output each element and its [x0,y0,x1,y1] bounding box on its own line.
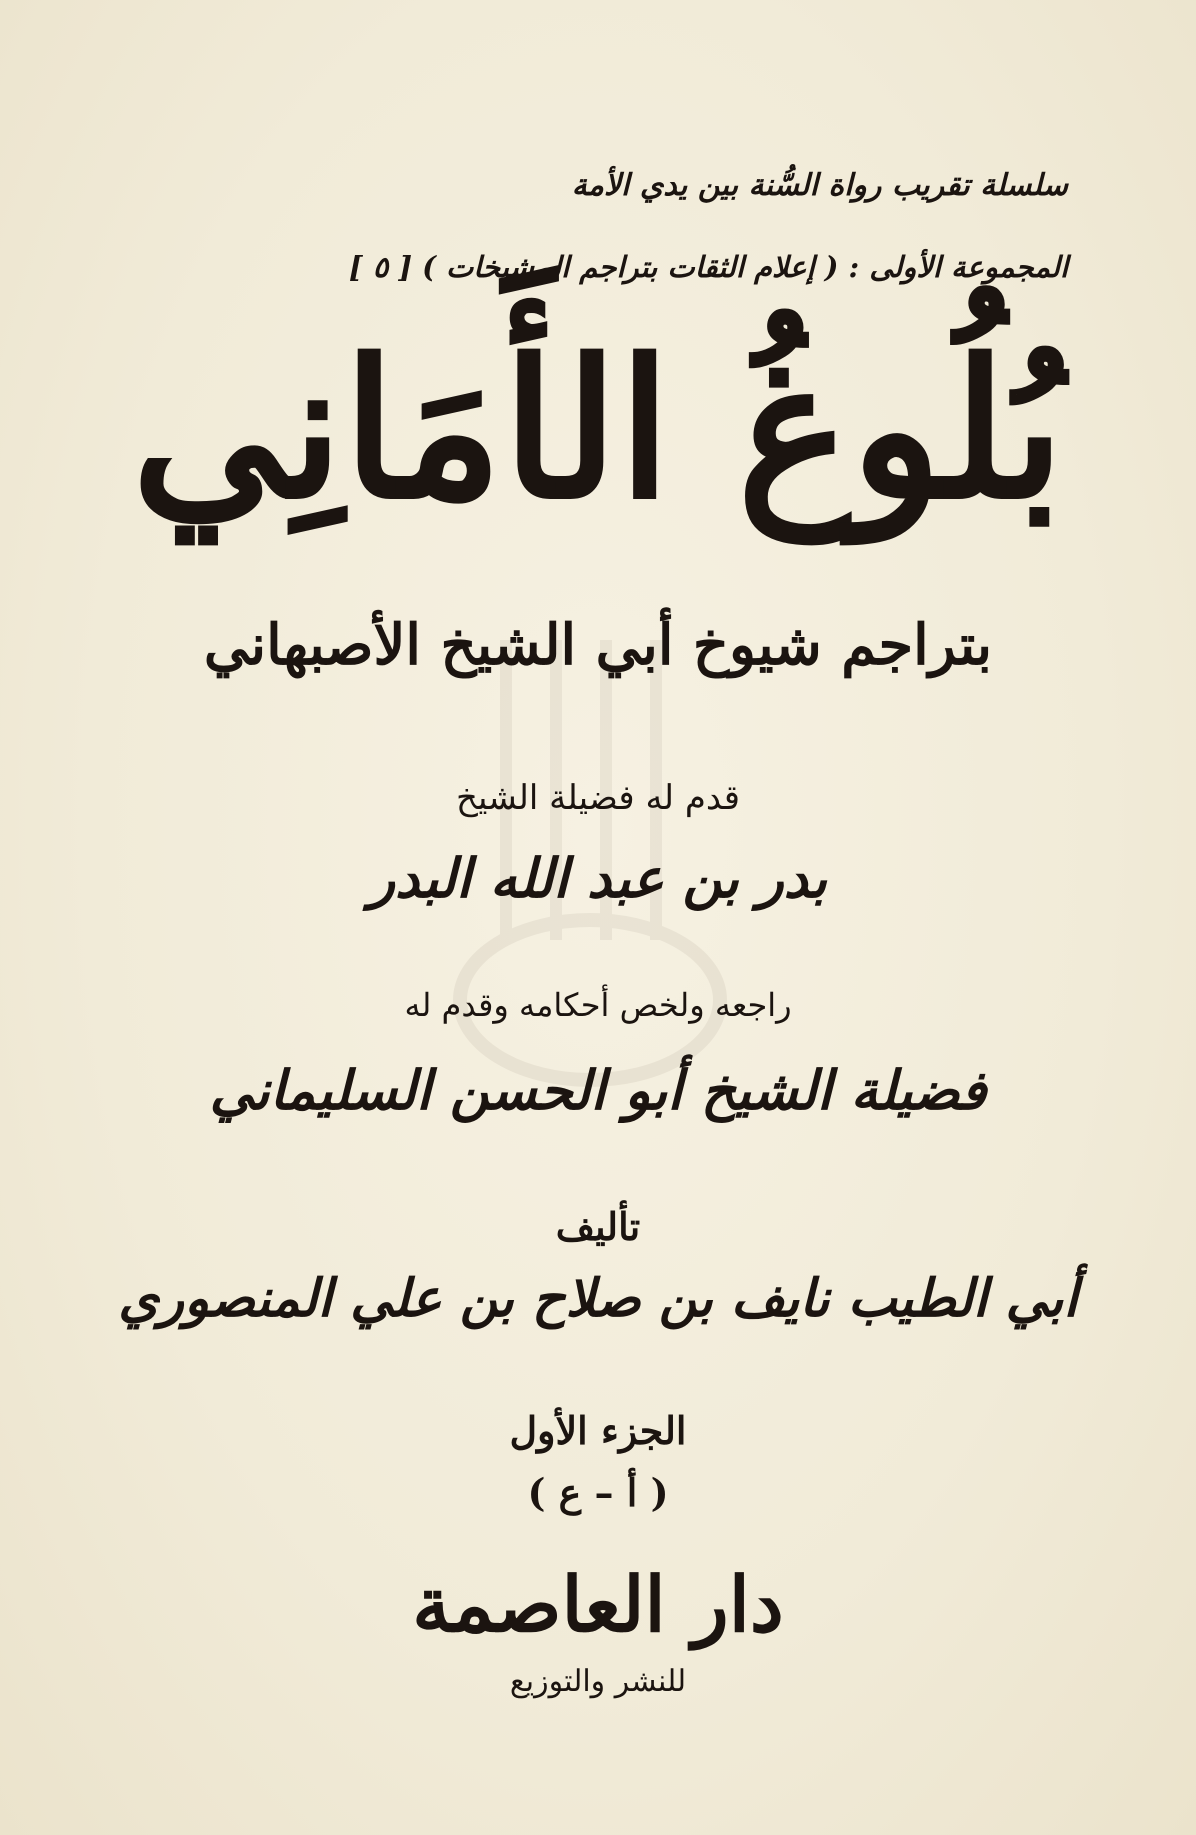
introduction-label: قدم له فضيلة الشيخ [456,778,740,818]
review-name: فضيلة الشيخ أبو الحسن السليماني [209,1058,987,1122]
book-title: بُلُوغُ الأَمَانِي [131,318,1065,541]
review-label: راجعه ولخص أحكامه وقدم له [404,986,792,1024]
publisher-name: دار العاصمة [412,1560,784,1649]
volume-range: ( أ – ع ) [527,1470,669,1515]
volume-label: الجزء الأول [509,1408,687,1453]
introduction-name: بدر بن عبد الله البدر [368,846,828,910]
series-title: سلسلة تقريب رواة السُّنة بين يدي الأمة [571,168,1068,203]
author-name: أبي الطيب نايف بن صلاح بن علي المنصوري [118,1268,1078,1329]
book-subtitle: بتراجم شيوخ أبي الشيخ الأصبهاني [203,612,993,678]
series-group: المجموعة الأولى : ( إعلام الثقات بتراجم المشيخات ) [ ٥ ] [348,250,1068,284]
publisher-subtitle: للنشر والتوزيع [509,1664,687,1699]
author-label: تأليف [555,1204,641,1249]
